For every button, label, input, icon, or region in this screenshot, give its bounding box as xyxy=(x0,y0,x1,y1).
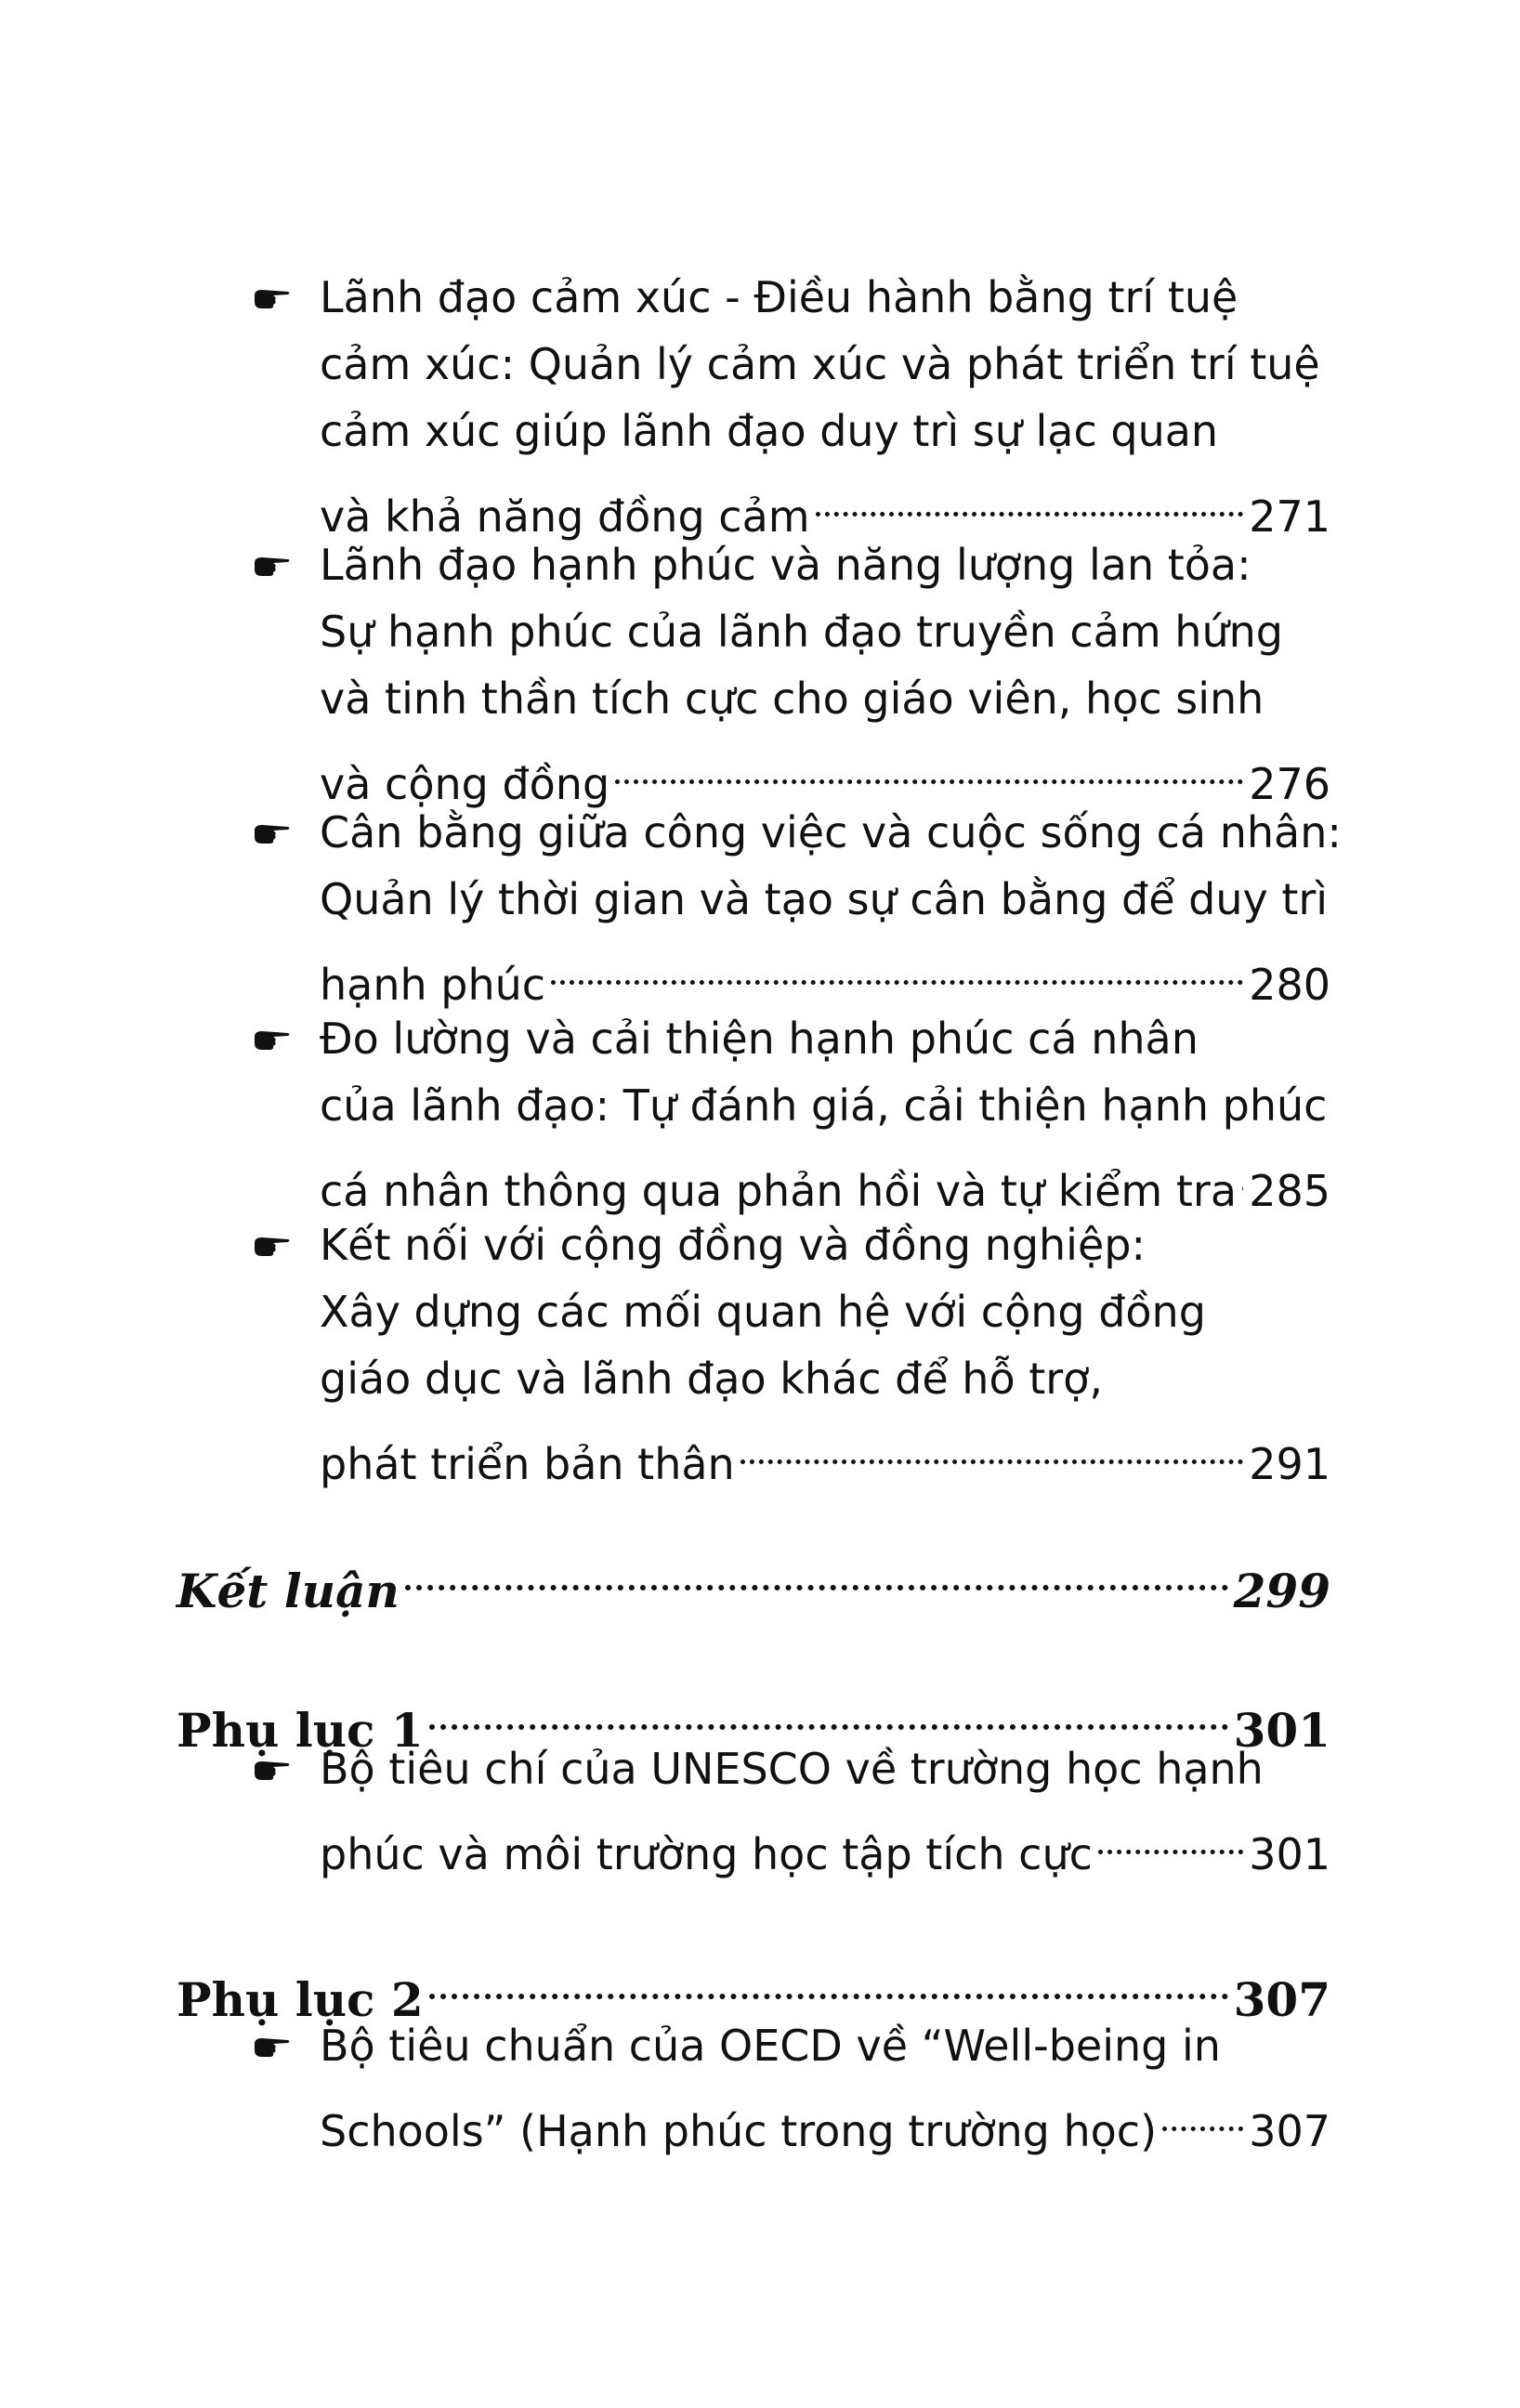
dot-leader xyxy=(740,1412,1243,1479)
page-number: 307 xyxy=(1249,2106,1330,2156)
toc-entry-line: Quản lý thời gian và tạo sự cân bằng để duy trì xyxy=(320,874,1329,924)
toc-entry-line: và khả năng đồng cảm xyxy=(320,491,810,542)
page-number: 280 xyxy=(1249,960,1330,1010)
toc-entry-line: Lãnh đạo cảm xúc - Điều hành bằng trí tuệ xyxy=(320,272,1238,322)
pointing-hand-icon xyxy=(253,1027,292,1054)
pointing-hand-icon xyxy=(253,1758,292,1784)
dot-leader xyxy=(1242,1139,1243,1206)
toc-entry-leader-line[interactable] xyxy=(320,732,1330,809)
toc-entry-leader-line[interactable] xyxy=(320,2079,1330,2156)
toc-entry xyxy=(253,2012,1330,2156)
dot-leader xyxy=(615,732,1243,799)
toc-entry-leader-line[interactable] xyxy=(320,1412,1330,1489)
section-title: Kết luận xyxy=(177,1564,400,1618)
pointing-hand-icon xyxy=(253,286,292,312)
toc-entry xyxy=(253,1735,1330,1879)
section-heading-conclusion[interactable] xyxy=(177,1533,1330,1618)
toc-entry xyxy=(253,1211,1330,1489)
page-number: 291 xyxy=(1249,1439,1330,1489)
toc-entry xyxy=(253,264,1330,542)
toc-entry-line: hạnh phúc xyxy=(320,960,546,1010)
toc-entry-line: và cộng đồng xyxy=(320,759,610,809)
toc-entry-line: Bộ tiêu chuẩn của OECD về “Well-being in xyxy=(320,2021,1221,2071)
toc-entry-line: Kết nối với cộng đồng và đồng nghiệp: xyxy=(320,1220,1146,1270)
toc-entry xyxy=(253,799,1342,1010)
toc-entry-leader-line[interactable] xyxy=(320,465,1330,542)
section-title: Phụ lục 1 xyxy=(177,1703,424,1758)
pointing-hand-icon xyxy=(253,2035,292,2061)
toc-entry-line: Bộ tiêu chí của UNESCO về trường học hạnh xyxy=(320,1744,1264,1794)
dot-leader xyxy=(551,933,1243,1000)
toc-entry-line: Cân bằng giữa công việc và cuộc sống cá nhân: xyxy=(320,807,1342,857)
toc-entry-line: cảm xúc: Quản lý cảm xúc và phát triển trí tuệ xyxy=(320,339,1320,389)
toc-entry-line: và tinh thần tích cực cho giáo viên, học sinh xyxy=(320,674,1264,724)
toc-entry xyxy=(253,1005,1330,1216)
toc-entry-leader-line[interactable] xyxy=(320,1802,1330,1879)
dot-leader xyxy=(1098,1802,1243,1869)
toc-entry xyxy=(253,531,1330,809)
page-number: 301 xyxy=(1249,1829,1330,1879)
toc-entry-line: Đo lường và cải thiện hạnh phúc cá nhân xyxy=(320,1014,1199,1064)
toc-entry-line: Xây dựng các mối quan hệ với cộng đồng xyxy=(320,1287,1206,1337)
toc-entry-line: phúc và môi trường học tập tích cực xyxy=(320,1829,1093,1879)
page-number: 307 xyxy=(1233,1972,1330,2027)
page-number: 271 xyxy=(1249,491,1330,542)
toc-entry-leader-line[interactable] xyxy=(320,1139,1330,1216)
toc-entry-line: cá nhân thông qua phản hồi và tự kiểm tra xyxy=(320,1166,1238,1216)
toc-entry-line: của lãnh đạo: Tự đánh giá, cải thiện hạnh phúc xyxy=(320,1080,1328,1131)
pointing-hand-icon xyxy=(253,1234,292,1260)
toc-entry-leader-line[interactable] xyxy=(320,933,1330,1010)
toc-entry-line: phát triển bản thân xyxy=(320,1439,735,1489)
dot-leader xyxy=(1162,2079,1243,2146)
toc-entry-line: Schools” (Hạnh phúc trong trường học) xyxy=(320,2106,1158,2156)
section-title: Phụ lục 2 xyxy=(177,1972,424,2027)
page-number: 285 xyxy=(1249,1166,1330,1216)
toc-entry-line: cảm xúc giúp lãnh đạo duy trì sự lạc quan xyxy=(320,406,1219,456)
page-number: 301 xyxy=(1233,1703,1330,1758)
dot-leader xyxy=(405,1533,1228,1607)
page-number: 299 xyxy=(1233,1564,1330,1618)
pointing-hand-icon xyxy=(253,821,292,847)
dot-leader xyxy=(816,465,1244,531)
pointing-hand-icon xyxy=(253,554,292,580)
toc-entry-line: giáo dục và lãnh đạo khác để hỗ trợ, xyxy=(320,1354,1103,1404)
toc-entry-line: Lãnh đạo hạnh phúc và năng lượng lan tỏa: xyxy=(320,540,1251,590)
toc-entry-line: Sự hạnh phúc của lãnh đạo truyền cảm hứng xyxy=(320,607,1283,657)
page-number: 276 xyxy=(1249,759,1330,809)
section-heading-appendix-2[interactable] xyxy=(177,1942,1330,2027)
dot-leader xyxy=(429,1942,1228,2016)
